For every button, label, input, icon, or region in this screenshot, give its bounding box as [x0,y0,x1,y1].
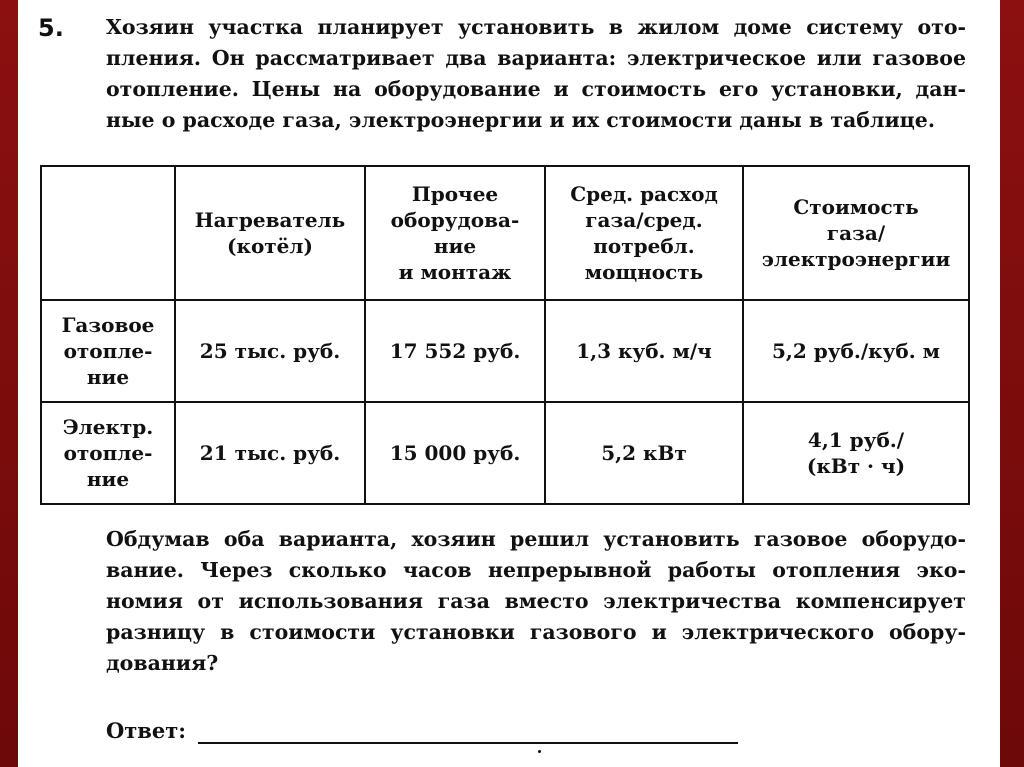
answer-line[interactable] [198,742,738,744]
question-text: Обдумав оба варианта, хозяин решил установить газовое оборудо-вание. Через сколько часов непрерывной работы отопления эко-номия от использования газа вместо электричества компенсирует разницу в стоимости установки газового и электрического обору-дования? [106,527,966,675]
data-table [40,165,970,505]
task-intro-text: Хозяин участка планирует установить в жилом доме систему ото-пления. Он рассматривает два варианта: электрическое или газовое отопление. Цены на оборудование и стоимость его установки, дан-ные о расходе газа, электроэнергии и их стоимости даны в таблице. [106,15,966,132]
table-header-cell: Прочее оборудова- ние и монтаж [365,166,545,300]
table-cell: 21 тыс. руб. [175,402,365,504]
table-header-row [41,166,969,300]
table-cell: 1,3 куб. м/ч [545,300,743,402]
table-cell: 5,2 кВт [545,402,743,504]
task-number: 5. [38,14,64,42]
table-header-cell: Стоимость газа/ электроэнергии [743,166,969,300]
row-label: Газовое отопле- ние [41,300,175,402]
table-header-cell [41,166,175,300]
table-cell: 5,2 руб./куб. м [743,300,969,402]
table-header-cell: Сред. расход газа/сред. потребл. мощность [545,166,743,300]
table-cell: 17 552 руб. [365,300,545,402]
decorative-dot [538,750,541,753]
table-cell: 25 тыс. руб. [175,300,365,402]
answer-label: Ответ: [106,718,187,743]
table-row [41,402,969,504]
row-label: Электр. отопле- ние [41,402,175,504]
table-row [41,300,969,402]
table-cell: 15 000 руб. [365,402,545,504]
table-cell: 4,1 руб./ (кВт · ч) [743,402,969,504]
table-header-cell: Нагреватель (котёл) [175,166,365,300]
document-page [18,0,1000,767]
